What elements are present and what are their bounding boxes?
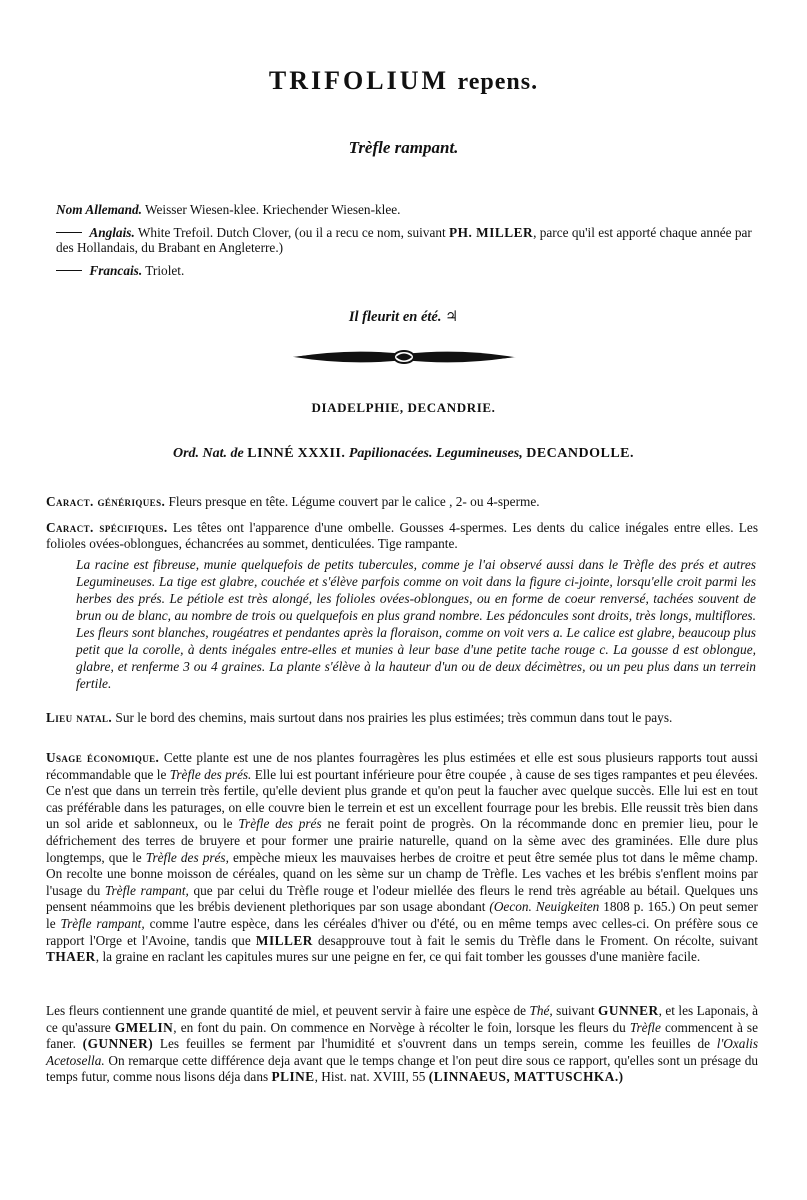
ditto-dash — [56, 232, 82, 233]
usage-text: desapprouve tout à fait le semis du Trèfle dans le Froment. On récolte, suivant — [318, 932, 758, 948]
honey-text: commencent à se faner. — [46, 1019, 758, 1052]
usage-text: empèche mieux les mauvaises herbes de croitre et peut être semée plus tot dans le même champ. On recolte une bonne moisson de céréales, quand on les sème sur un champ de Trèfle. Les vaches et les brébis s'enflent moins par l'usage du — [46, 849, 759, 898]
usage-text: ne ferait point de progrès. On la récommande donc en premier lieu, pour le défrichement des terres de bruyere et pour former une prairie naturelle, quand on la sème avec des graminées. Elle dure plus longtemps, que le — [46, 816, 759, 865]
economic-use-heading: Usage économique. — [46, 750, 160, 765]
flowering-note: Il fleurit en été. ♃ — [348, 309, 459, 325]
order-families: Papilionacées. Legumineuses, — [348, 446, 523, 461]
usage-text: 1808 p. 165.) On peut semer le — [46, 899, 758, 931]
honey-text: , Hist. nat. XVIII, 55 — [314, 1069, 426, 1085]
honey-italic: Trèfle — [629, 1019, 661, 1035]
generic-characters — [46, 494, 758, 510]
name-english — [56, 225, 756, 255]
usage-italic: Trèfle des prés, — [145, 849, 229, 865]
author-miller: MILLER — [255, 932, 313, 948]
usage-italic: Trèfle des prés — [238, 816, 322, 832]
honey-italic: l'Oxalis Acetosella. — [46, 1036, 759, 1068]
name-text-english: White Trefoil. Dutch Clover, (ou il a recu ce nom, suivant — [137, 225, 446, 240]
honey-section — [46, 1003, 758, 1086]
name-text-german: Weisser Wiesen-klee. Kriechender Wiesen-klee. — [145, 202, 401, 217]
author-gmelin: GMELIN — [114, 1019, 174, 1035]
name-french — [56, 263, 756, 278]
name-label-french: Francais. — [89, 263, 143, 278]
habitat-section — [46, 710, 758, 726]
generic-text: Fleurs presque en tête. Légume couvert par le calice , 2- ou 4-sperme. — [168, 494, 540, 509]
specific-text: Les têtes ont l'apparence d'une ombelle. Gousses 4-spermes. Les dents du calice inégales entre elles. Les folioles ovées-oblongues, échancrées au sommet, denticulées. Tige rampante. — [46, 520, 758, 551]
order-prefix: Ord. Nat. de — [173, 446, 244, 461]
usage-text: que par celui du Trèfle rouge et l'odeur miellée des fleurs le rend très agréable au bétail. Quelques uns pensent néammoins que les brébis devienent plethoriques par son usage abondant — [46, 882, 758, 915]
usage-italic: Trèfle rampant, — [60, 915, 145, 931]
plant-description: La racine est fibreuse, munie quelquefois de petits tubercules, comme je l'ai observé aussi dans le Trèfle des prés et autres Legumineuses. La tige est glabre, couchée et s'élève parfois comme on voit dans la figure ci-jointe, lorsqu'elle croit parmi les herbes des prés. Le pétiole est très alongé, les folioles ovées-oblongues, ou en forme de coeur renversé, tachées souvent de brun ou de blanc, au nombre de trois ou quelquefois en plus grand nombre. Les pédoncules sont droits, très longs, multiflores. Les fleurs sont blanches, rougéatres et pendantes après la floraison, comme on voit vers a. Le calice est glabre, beaucoup plus petit que la corolle, à dents inégales entre-elles et munies à leur base d'une petite tache rouge c. La gousse d est oblongue, glabre, et renferme 3 ou 4 graines. La plante s'élève à la hauteur d'un ou de deux décimètres, ou un peu plus dans un terrein fertile. — [76, 557, 756, 691]
usage-text: , la graine en raclant les capitules mures sur une peigne en fer, ce qui fait tomber les gousses d'une manière facile. — [95, 949, 701, 965]
author-linnaeus-mattuschka: (LINNAEUS, MATTUSCHKA.) — [428, 1069, 624, 1085]
honey-text: , en font du pain. On commence en Norvège à récolter le foin, lorsque les fleurs du — [173, 1019, 626, 1035]
honey-text: On remarque cette différence deja avant que le temps change et l'on peut dire sous ce rapport, qu'elles sont un présage du temps futur, comme nous lisons déja dans — [46, 1052, 759, 1085]
honey-text: , et les Laponais, à ce qu'assure — [46, 1003, 759, 1035]
usage-italic: (Oecon. Neuigkeiten — [489, 899, 600, 915]
specific-characters — [46, 520, 758, 552]
ornament-divider — [288, 346, 520, 368]
page-title — [0, 66, 807, 96]
author-gunner: GUNNER — [598, 1003, 659, 1018]
usage-text: Elle lui est pourtant inférieure pour être coupée , à cause de ses tiges rampantes et peu élevées. Ce n'est que dans un terrein très fertile, qu'elle devient plus grande et qu'on peut la faucher avec quelque succès. Elle lui est en tout cas préférable dans les paturages, on elle couvre bien le terrein et est un excellent fourrage pour les brebis. Elle reussit très bien dans un sol aride et sablonneux, ou le — [46, 766, 759, 832]
author-linne: LINNÉ — [247, 446, 295, 461]
honey-text: Les fleurs contiennent une grande quantité de miel, et peuvent servir à faire une espèce de — [46, 1003, 527, 1018]
species-name: repens. — [457, 69, 539, 95]
common-name: Trèfle rampant. — [348, 138, 459, 157]
usage-text: Cette plante est une de nos plantes fourragères les plus estimées et elle est sous plusieurs rapports tout aussi récommandable que le — [46, 750, 759, 782]
natural-order — [0, 446, 807, 462]
author-decandolle: DECANDOLLE. — [526, 446, 634, 461]
honey-text: Les feuilles se ferment par l'humidité et s'ouvrent dans un temps serein, comme les feuilles de — [159, 1036, 710, 1052]
name-label-german: Nom Allemand. — [56, 202, 142, 217]
usage-italic: Trèfle rampant, — [104, 882, 189, 898]
name-german — [56, 202, 756, 217]
order-number: XXXII. — [297, 446, 346, 461]
honey-text: suivant — [556, 1003, 595, 1018]
habitat-heading: Lieu natal. — [46, 710, 113, 725]
author-pline: PLINE — [271, 1069, 315, 1085]
genus-name: TRIFOLIUM — [268, 66, 450, 95]
habitat-text: Sur le bord des chemins, mais surtout dans nos prairies les plus estimées; très commun dans tout le pays. — [115, 710, 673, 725]
author-thaer: THAER — [46, 949, 96, 965]
usage-italic: Trèfle des prés. — [169, 766, 252, 782]
economic-use-section — [46, 750, 758, 966]
linnaean-class: DIADELPHIE, DECANDRIE. — [311, 400, 496, 415]
name-label-english: Anglais. — [89, 225, 135, 240]
honey-italic: Thé, — [529, 1003, 553, 1018]
name-text-english-cont: , parce qu'il est apporté chaque année par des Hollandais, du Brabant en Angleterre.) — [56, 225, 752, 255]
author-miller: PH. MILLER — [449, 225, 534, 240]
specific-heading: Caract. spécifiques. — [46, 520, 168, 535]
usage-text: comme l'autre espèce, dans les céréales d'hiver ou d'été, ou en même temps avec celles-ci. On préfère sous ce rapport l'Orge et l'Avoine, tandis que — [46, 915, 759, 948]
author-gunner: (GUNNER) — [82, 1036, 154, 1052]
generic-heading: Caract. génériques. — [46, 494, 166, 509]
ditto-dash — [56, 270, 82, 271]
name-text-french: Triolet. — [145, 263, 185, 278]
vernacular-names — [56, 202, 756, 286]
